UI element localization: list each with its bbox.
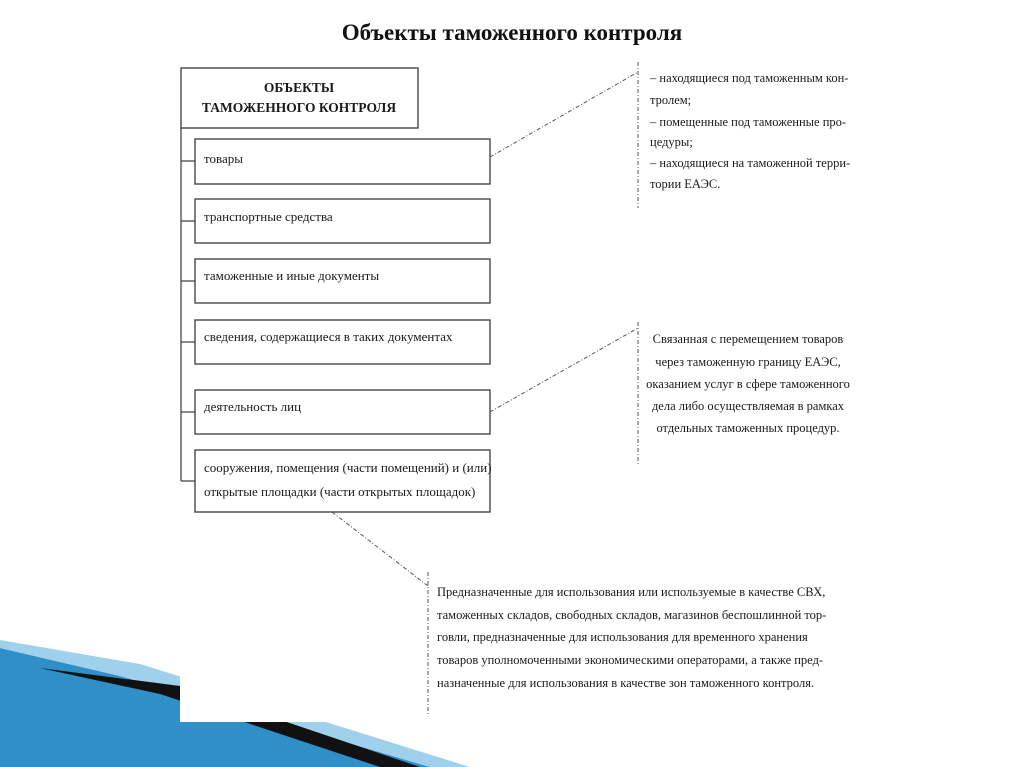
item-label: товары	[204, 151, 243, 166]
item-label: деятельность лиц	[204, 399, 302, 414]
note-line: таможенных складов, свободных складов, магазинов беспошлинной тор-	[437, 608, 827, 622]
note-line: товаров уполномоченными экономическими операторами, а также пред-	[437, 653, 824, 667]
item-label: сведения, содержащиеся в таких документах	[204, 329, 453, 344]
note-facilities	[437, 585, 826, 690]
note-line: тории ЕАЭС.	[650, 177, 721, 191]
connector-facilities	[332, 512, 428, 586]
item-label-line-2: открытые площадки (части открытых площадок)	[204, 484, 476, 499]
note-line: – находящиеся на таможенной терри-	[650, 156, 851, 170]
connector-goods	[490, 72, 638, 157]
connector-activity	[490, 328, 638, 412]
note-line: Предназначенные для использования или используемые в качестве СВХ,	[437, 585, 826, 599]
note-activity	[646, 332, 850, 435]
item-vehicles	[181, 199, 490, 243]
note-goods	[649, 71, 850, 191]
item-activity	[181, 390, 490, 434]
item-documents	[181, 259, 490, 303]
note-line: оказанием услуг в сфере таможенного	[646, 377, 850, 391]
header-line-2: ТАМОЖЕННОГО КОНТРОЛЯ	[201, 100, 397, 115]
header-box	[181, 68, 418, 128]
note-line: – помещенные под таможенные про-	[650, 115, 847, 129]
item-label: транспортные средства	[204, 209, 333, 224]
header-line-1: ОБЪЕКТЫ	[263, 80, 335, 95]
item-label-line-1: сооружения, помещения (части помещений) и (или)	[204, 460, 492, 475]
note-line: назначенные для использования в качестве зон таможенного контроля.	[437, 676, 815, 690]
note-line: тролем;	[650, 93, 692, 107]
note-line: через таможенную границу ЕАЭС,	[655, 355, 841, 369]
note-line: отдельных таможенных процедур.	[656, 421, 840, 435]
note-line: дела либо осуществляемая в рамках	[651, 399, 845, 413]
note-line: говли, предназначенные для использования для временного хранения	[437, 630, 808, 644]
note-line: Связанная с перемещением товаров	[652, 332, 844, 346]
item-facilities	[181, 450, 492, 512]
item-information	[181, 320, 490, 364]
note-line: – находящиеся под таможенным кон-	[650, 71, 849, 85]
note-line: цедуры;	[650, 135, 693, 149]
item-goods	[181, 139, 490, 184]
item-label: таможенные и иные документы	[204, 268, 380, 283]
slide-title: Объекты таможенного контроля	[341, 20, 683, 45]
